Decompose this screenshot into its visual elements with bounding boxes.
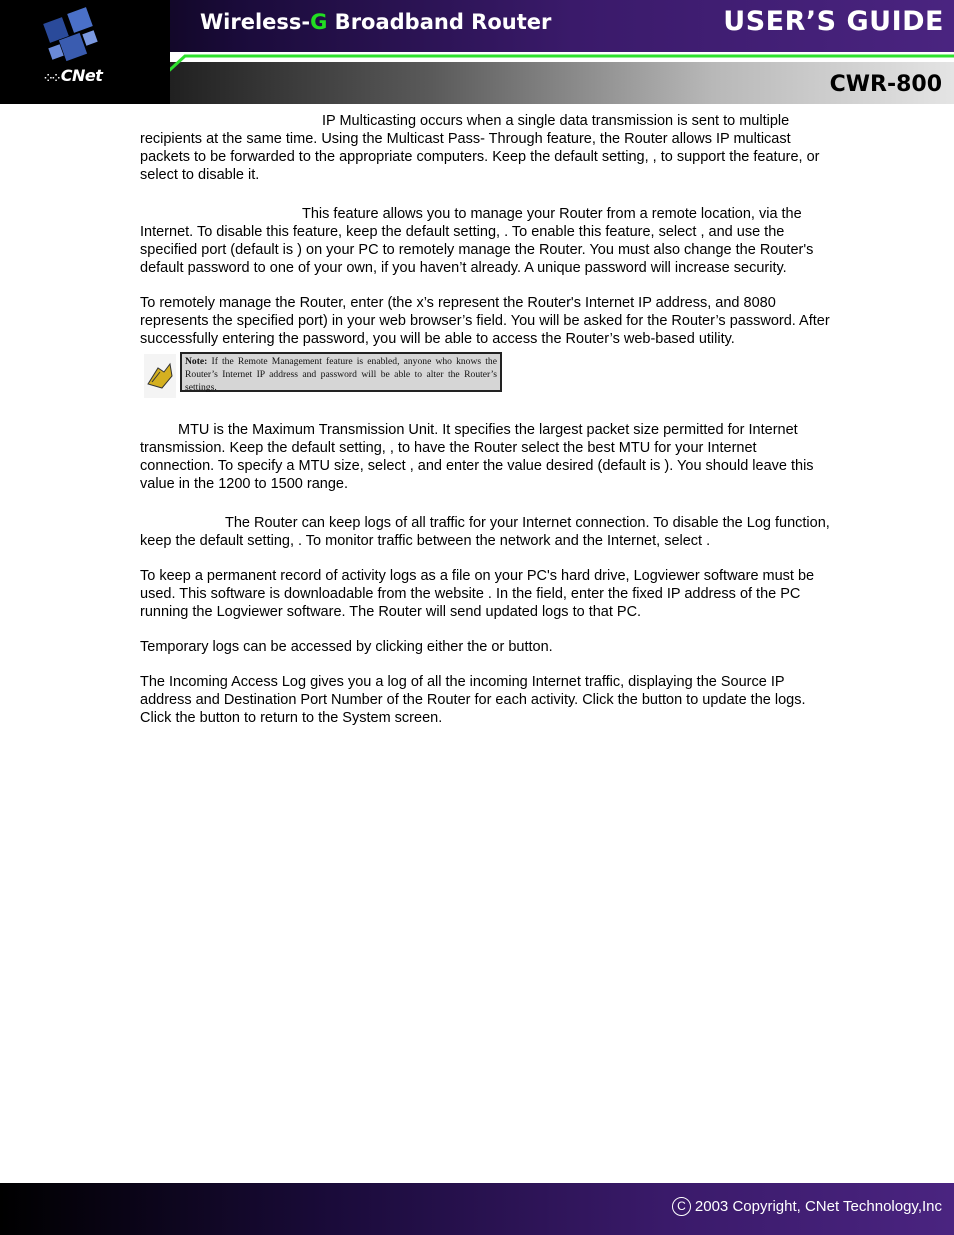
model-number: CWR-800 [829,72,942,97]
paragraph-incoming-log: The Incoming Access Log gives you a log of all the incoming Internet traffic, displaying the Source IP address and Destination Port Number of the Router for each activity. Click the button to update the logs. Click the button to return to the System screen. [140,674,806,726]
cnet-logo-icon [40,6,102,68]
note-text: Note: If the Remote Management feature is enabled, anyone who knows the Router’s Internet IP address and password will be able to alter the Router’s settings. [180,352,502,392]
paragraph-mtu: MTU is the Maximum Transmission Unit. It specifies the largest packet size permitted for Internet transmission. Keep the default setting, , to have the Router select the best MTU for your Internet connection. To specify a MTU size, select , and enter the value desired (default is ). You should leave this value in the 1200 to 1500 range. [140,422,814,492]
copyright-text: 2003 Copyright, CNet Technology,Inc [694,1198,942,1215]
paragraph-remote-management: This feature allows you to manage your Router from a remote location, via the Internet. To disable this feature, keep the default setting, . To enable this feature, select , and use the specified port (default is ) on your PC to remotely manage the Router. You must also change the Router's default password to one of your own, if you haven’t already. A unique password will increase security. [140,206,814,276]
page-header [0,0,954,104]
note-box [144,352,514,400]
logo-block [0,0,170,104]
page-footer [0,1183,954,1235]
copyright-icon: C [672,1197,691,1216]
paragraph-temporary-logs: Temporary logs can be accessed by clicking either the or button. [140,639,553,655]
guide-title: USER’S GUIDE [723,6,944,37]
brand-logo-text: ⁘⁘CNet [44,66,103,85]
main-content [140,112,830,727]
warning-hand-icon [144,354,176,398]
paragraph-logviewer: To keep a permanent record of activity logs as a file on your PC's hard drive, Logviewer software must be used. This software is downloadable from the website . In the field, enter the fixed IP address of the PC running the Logviewer software. The Router will send updated logs to that PC. [140,568,815,620]
product-title: Wireless-G Broadband Router [200,10,552,34]
paragraph-multicast: IP Multicasting occurs when a single data transmission is sent to multiple recipients at the same time. Using the Multicast Pass- Through feature, the Router allows IP multicast packets to be forwarded to the appropriate computers. Keep the default setting, , to support the feature, or select to disable it. [140,113,820,183]
copyright [672,1197,942,1216]
paragraph-log: The Router can keep logs of all traffic for your Internet connection. To disable the Log function, keep the default setting, . To monitor traffic between the network and the Internet, select . [140,515,830,549]
paragraph-remote-access: To remotely manage the Router, enter (the x’s represent the Router's Internet IP address, and 8080 represents the specified port) in your web browser’s field. You will be asked for the Router’s password. After successfully entering the password, you will be able to access the Router’s web-based utility. [140,295,830,347]
